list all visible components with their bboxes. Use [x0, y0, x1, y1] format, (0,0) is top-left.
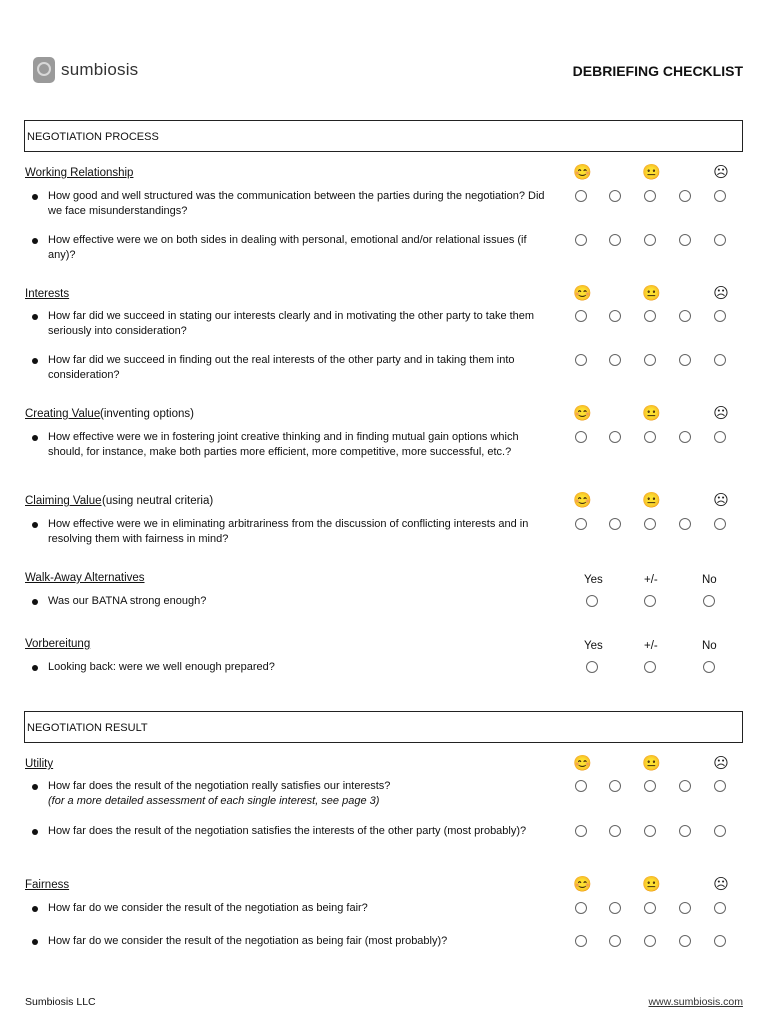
interests-q1-rating-3-radio[interactable] [644, 310, 656, 322]
document-title: DEBRIEFING CHECKLIST [572, 63, 743, 79]
bullet-icon [32, 194, 38, 200]
footer-company: Sumbiosis LLC [25, 996, 96, 1008]
bullet-icon [32, 435, 38, 441]
interests-q2-rating-2-radio[interactable] [609, 354, 621, 366]
bullet-icon [32, 599, 38, 605]
bullet-icon [32, 784, 38, 790]
bullet-icon [32, 522, 38, 528]
negative-face-icon: ☹ [713, 285, 729, 302]
working-relationship-q2-rating-4-radio[interactable] [679, 234, 691, 246]
neutral-face-icon: 😐 [642, 405, 661, 422]
working-relationship-heading: Working Relationship [25, 167, 134, 179]
interests-q2-rating-1-radio[interactable] [575, 354, 587, 366]
walk-away-heading: Walk-Away Alternatives [25, 572, 145, 584]
utility-q2-rating-5-radio[interactable] [714, 825, 726, 837]
positive-face-icon: 😊 [573, 755, 592, 772]
working-relationship-q1-rating-5-radio[interactable] [714, 190, 726, 202]
vorbereitung-q1-yes-radio[interactable] [586, 661, 598, 673]
negative-face-icon: ☹ [713, 492, 729, 509]
bullet-icon [32, 906, 38, 912]
utility-q2-rating-3-radio[interactable] [644, 825, 656, 837]
neutral-face-icon: 😐 [642, 876, 661, 893]
bullet-icon [32, 358, 38, 364]
fairness-q2-rating-1-radio[interactable] [575, 935, 587, 947]
logo [33, 57, 138, 83]
utility-q2-rating-2-radio[interactable] [609, 825, 621, 837]
utility-q2-rating-4-radio[interactable] [679, 825, 691, 837]
creating-value-q1-rating-4-radio[interactable] [679, 431, 691, 443]
creating-value-q1-rating-3-radio[interactable] [644, 431, 656, 443]
fairness-question-1: How far do we consider the result of the negotiation as being fair? [48, 902, 368, 914]
claiming-value-q1-rating-3-radio[interactable] [644, 518, 656, 530]
negative-face-icon: ☹ [713, 876, 729, 893]
claiming-value-q1-rating-2-radio[interactable] [609, 518, 621, 530]
answer-label-no: No [702, 574, 717, 586]
answer-label-neutral: +/- [644, 574, 658, 586]
working-relationship-q1-rating-2-radio[interactable] [609, 190, 621, 202]
working-relationship-q2-rating-1-radio[interactable] [575, 234, 587, 246]
claiming-value-heading: Claiming Value [25, 495, 102, 507]
claiming-value-q1-rating-1-radio[interactable] [575, 518, 587, 530]
utility-q1-rating-5-radio[interactable] [714, 780, 726, 792]
bullet-icon [32, 665, 38, 671]
positive-face-icon: 😊 [573, 164, 592, 181]
interests-q2-rating-5-radio[interactable] [714, 354, 726, 366]
claiming-value-heading-note: (using neutral criteria) [102, 495, 214, 507]
section-negotiation-process: NEGOTIATION PROCESS [24, 120, 743, 152]
working-relationship-q2-rating-2-radio[interactable] [609, 234, 621, 246]
positive-face-icon: 😊 [573, 285, 592, 302]
working-relationship-q2-rating-5-radio[interactable] [714, 234, 726, 246]
neutral-face-icon: 😐 [642, 164, 661, 181]
utility-q1-rating-1-radio[interactable] [575, 780, 587, 792]
fairness-q2-rating-3-radio[interactable] [644, 935, 656, 947]
bullet-icon [32, 238, 38, 244]
claiming-value-q1-rating-5-radio[interactable] [714, 518, 726, 530]
interests-q2-rating-4-radio[interactable] [679, 354, 691, 366]
fairness-q2-rating-5-radio[interactable] [714, 935, 726, 947]
answer-label-no: No [702, 640, 717, 652]
working-relationship-q2-rating-3-radio[interactable] [644, 234, 656, 246]
bullet-icon [32, 939, 38, 945]
footer-link[interactable]: www.sumbiosis.com [648, 996, 743, 1008]
creating-value-q1-rating-1-radio[interactable] [575, 431, 587, 443]
working-relationship-q1-rating-3-radio[interactable] [644, 190, 656, 202]
creating-value-question-1: How effective were we in fostering joint creative thinking and in finding mutual gain options which should, for instance, make both parties more efficient, more competitive, more successful, etc.? [48, 431, 519, 458]
negative-face-icon: ☹ [713, 755, 729, 772]
working-relationship-q1-rating-1-radio[interactable] [575, 190, 587, 202]
utility-q1-rating-3-radio[interactable] [644, 780, 656, 792]
interests-question-1: How far did we succeed in stating our interests clearly and in motivating the other party to take them seriously into consideration? [48, 310, 535, 337]
creating-value-q1-rating-5-radio[interactable] [714, 431, 726, 443]
bullet-icon [32, 314, 38, 320]
interests-question-2: How far did we succeed in finding out the real interests of the other party and in taking them into consideration? [48, 354, 515, 381]
interests-q1-rating-1-radio[interactable] [575, 310, 587, 322]
positive-face-icon: 😊 [573, 492, 592, 509]
utility-heading: Utility [25, 758, 54, 770]
neutral-face-icon: 😐 [642, 285, 661, 302]
interests-q2-rating-3-radio[interactable] [644, 354, 656, 366]
logo-text: sumbiosis [61, 60, 139, 79]
logo-mark-icon [33, 57, 55, 83]
interests-heading: Interests [25, 288, 70, 300]
bullet-icon [32, 829, 38, 835]
working-relationship-question-2: How effective were we on both sides in dealing with personal, emotional and/or relational issues (if any)? [48, 234, 527, 261]
vorbereitung-q1-neutral-radio[interactable] [644, 661, 656, 673]
walk-away-q1-neutral-radio[interactable] [644, 595, 656, 607]
answer-label-yes: Yes [584, 574, 603, 586]
utility-q1-rating-4-radio[interactable] [679, 780, 691, 792]
creating-value-heading-note: (inventing options) [100, 408, 194, 420]
neutral-face-icon: 😐 [642, 755, 661, 772]
utility-q2-rating-1-radio[interactable] [575, 825, 587, 837]
negative-face-icon: ☹ [713, 405, 729, 422]
section-negotiation-result: NEGOTIATION RESULT [24, 711, 743, 743]
fairness-question-2: How far do we consider the result of the negotiation as being fair (most probably)? [48, 935, 448, 947]
walk-away-q1-no-radio[interactable] [703, 595, 715, 607]
utility-question-1-note: (for a more detailed assessment of each single interest, see page 3) [48, 795, 380, 807]
claiming-value-question-1: How effective were we in eliminating arbitrariness from the discussion of conflicting interests and in resolving them with fairness in mind? [48, 518, 529, 545]
walk-away-q1-yes-radio[interactable] [586, 595, 598, 607]
vorbereitung-question-1: Looking back: were we well enough prepared? [48, 661, 275, 673]
fairness-q2-rating-4-radio[interactable] [679, 935, 691, 947]
fairness-q1-rating-2-radio[interactable] [609, 902, 621, 914]
answer-label-yes: Yes [584, 640, 603, 652]
creating-value-heading: Creating Value [25, 408, 101, 420]
walk-away-question-1: Was our BATNA strong enough? [48, 595, 207, 607]
interests-q1-rating-5-radio[interactable] [714, 310, 726, 322]
utility-q1-rating-2-radio[interactable] [609, 780, 621, 792]
fairness-q2-rating-2-radio[interactable] [609, 935, 621, 947]
interests-q1-rating-4-radio[interactable] [679, 310, 691, 322]
negative-face-icon: ☹ [713, 164, 729, 181]
vorbereitung-q1-no-radio[interactable] [703, 661, 715, 673]
working-relationship-q1-rating-4-radio[interactable] [679, 190, 691, 202]
claiming-value-q1-rating-4-radio[interactable] [679, 518, 691, 530]
vorbereitung-heading: Vorbereitung [25, 638, 91, 650]
interests-q1-rating-2-radio[interactable] [609, 310, 621, 322]
working-relationship-question-1: How good and well structured was the communication between the parties during the negotiation? Did we face misunderstandings? [48, 190, 545, 217]
fairness-q1-rating-3-radio[interactable] [644, 902, 656, 914]
fairness-q1-rating-4-radio[interactable] [679, 902, 691, 914]
answer-label-neutral: +/- [644, 640, 658, 652]
positive-face-icon: 😊 [573, 876, 592, 893]
fairness-q1-rating-5-radio[interactable] [714, 902, 726, 914]
neutral-face-icon: 😐 [642, 492, 661, 509]
fairness-q1-rating-1-radio[interactable] [575, 902, 587, 914]
utility-question-1: How far does the result of the negotiation really satisfies our interests? [48, 780, 391, 792]
fairness-heading: Fairness [25, 879, 70, 891]
positive-face-icon: 😊 [573, 405, 592, 422]
utility-question-2: How far does the result of the negotiation satisfies the interests of the other party (most probably)? [48, 825, 527, 837]
creating-value-q1-rating-2-radio[interactable] [609, 431, 621, 443]
